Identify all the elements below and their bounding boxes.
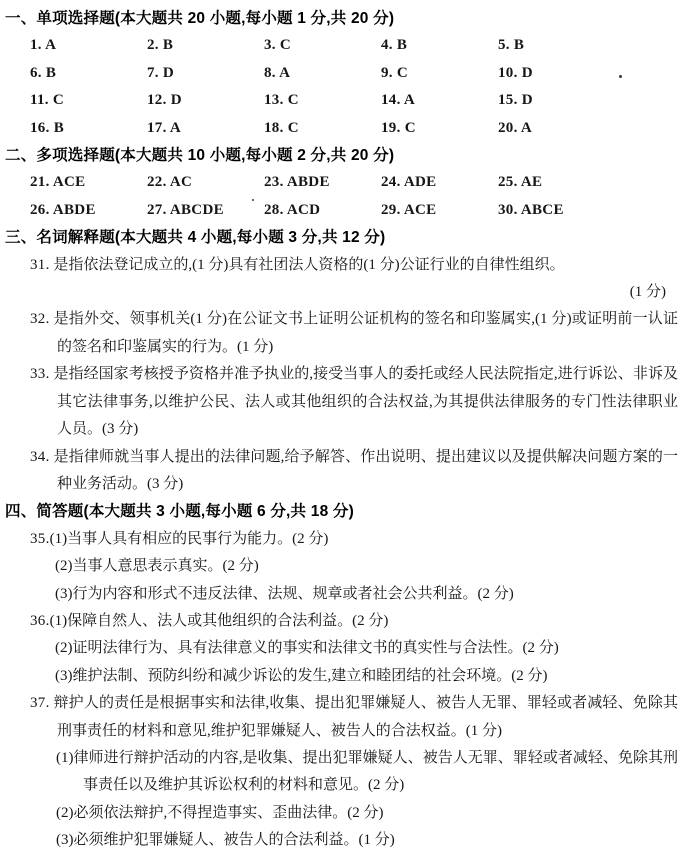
score-note-31: (1 分) — [629, 284, 666, 301]
answer-item-21: 21. ACE — [30, 174, 86, 191]
answer-item-18: 18. C — [264, 119, 299, 136]
answer-item-13: 13. C — [264, 92, 299, 109]
item-number: 37. — [30, 695, 50, 712]
short-answer-36-sub3: (3)维护法制、预防纠纷和减少诉讼的发生,建立和睦团结的社会环境。(2 分) — [55, 667, 548, 684]
item-text: 是指外交、领事机关(1 分)在公证文书上证明公证机构的签名和印鉴属实,(1 分)或证明前一认证的签名和印鉴属实的行为。(1 分) — [53, 311, 678, 355]
answer-item-22: 22. AC — [147, 174, 193, 191]
item-text: (1)当事人具有相应的民事行为能力。(2 分) — [49, 530, 329, 547]
item-text: 是指经国家考核授予资格并准予执业的,接受当事人的委托或经人民法院指定,进行诉讼、非诉及其它法律事务,以维护公民、法人或其他组织的合法权益,为其提供法律服务的专门性法律职业人员。(3 分) — [53, 366, 679, 438]
answer-item-17: 17. A — [147, 119, 182, 136]
exam-answer-key-page — [0, 5, 692, 855]
answer-item-8: 8. A — [264, 64, 291, 81]
answer-item-2: 2. B — [147, 37, 174, 54]
answer-item-30: 30. ABCE — [498, 201, 564, 218]
short-answer-35-sub2: (2)当事人意思表示真实。(2 分) — [55, 558, 259, 575]
section4-heading: 四、简答题(本大题共 3 小题,每小题 6 分,共 18 分) — [5, 503, 354, 521]
item-number: 33. — [30, 366, 50, 383]
answer-item-4: 4. B — [381, 37, 408, 54]
scan-artifact-dot — [619, 75, 622, 78]
answer-item-29: 29. ACE — [381, 201, 437, 218]
item-text: 是指律师就当事人提出的法律问题,给予解答、作出说明、提出建议以及提供解决问题方案的一种业务活动。(3 分) — [53, 448, 678, 492]
answer-item-12: 12. D — [147, 92, 182, 109]
definition-item-33 — [0, 361, 692, 443]
answer-item-20: 20. A — [498, 119, 533, 136]
section1-answer-grid — [0, 32, 692, 142]
answer-item-25: 25. AE — [498, 174, 543, 191]
answer-item-11: 11. C — [30, 92, 65, 109]
answer-item-24: 24. ADE — [381, 174, 437, 191]
answer-item-9: 9. C — [381, 64, 409, 81]
item-text: 是指依法登记成立的,(1 分)具有社团法人资格的(1 分)公证行业的自律性组织。 — [53, 256, 565, 273]
short-answer-36-sub2: (2)证明法律行为、具有法律意义的事实和法律文书的真实性与合法性。(2 分) — [55, 640, 559, 657]
answer-item-27: 27. ABCDE — [147, 201, 224, 218]
answer-item-16: 16. B — [30, 119, 65, 136]
item-number: 36. — [30, 612, 50, 629]
item-number: 32. — [30, 311, 50, 328]
answer-item-23: 23. ABDE — [264, 174, 330, 191]
short-answer-36-line1 — [0, 608, 692, 635]
answer-item-1: 1. A — [30, 37, 57, 54]
section2-heading: 二、多项选择题(本大题共 10 小题,每小题 2 分,共 20 分) — [5, 147, 395, 165]
answer-item-5: 5. B — [498, 37, 525, 54]
item-number: 31. — [30, 256, 50, 273]
answer-item-14: 14. A — [381, 92, 416, 109]
item-number: 34. — [30, 448, 50, 465]
answer-item-28: 28. ACD — [264, 201, 321, 218]
answer-item-6: 6. B — [30, 64, 57, 81]
answer-item-3: 3. C — [264, 37, 292, 54]
short-answer-37-lead — [0, 690, 692, 745]
item-text: (1)保障自然人、法人或其他组织的合法利益。(2 分) — [49, 612, 389, 629]
section3-heading: 三、名词解释题(本大题共 4 小题,每小题 3 分,共 12 分) — [5, 229, 386, 247]
definition-item-32 — [0, 306, 692, 361]
item-number: 35. — [30, 530, 50, 547]
item-text: 辩护人的责任是根据事实和法律,收集、提出犯罪嫌疑人、被告人无罪、罪轻或者减轻、免除其刑事责任的材料和意见,维护犯罪嫌疑人、被告人的合法权益。(1 分) — [53, 695, 678, 739]
short-answer-35-line1 — [0, 526, 692, 553]
answer-item-26: 26. ABDE — [30, 201, 96, 218]
short-answer-35-sub3: (3)行为内容和形式不违反法律、法规、规章或者社会公共利益。(2 分) — [55, 585, 514, 602]
short-answer-37-sub2: (2)必须依法辩护,不得捏造事实、歪曲法律。(2 分) — [56, 804, 384, 821]
answer-item-19: 19. C — [381, 119, 416, 136]
answer-item-10: 10. D — [498, 64, 533, 81]
short-answer-37-sub3: (3)必须维护犯罪嫌疑人、被告人的合法利益。(1 分) — [56, 832, 395, 849]
section1-heading: 一、单项选择题(本大题共 20 小题,每小题 1 分,共 20 分) — [5, 10, 395, 27]
definition-item-34 — [0, 444, 692, 499]
section2-answer-grid — [0, 169, 692, 224]
scan-artifact-dot — [252, 199, 254, 201]
answer-item-15: 15. D — [498, 92, 533, 109]
short-answer-37-sub1: (1)律师进行辩护活动的内容,是收集、提出犯罪嫌疑人、被告人无罪、罪轻或者减轻、免除其刑事责任以及维护其诉讼权利的材料和意见。(2 分) — [56, 749, 678, 794]
answer-item-7: 7. D — [147, 64, 175, 81]
definition-item-31 — [0, 252, 692, 279]
